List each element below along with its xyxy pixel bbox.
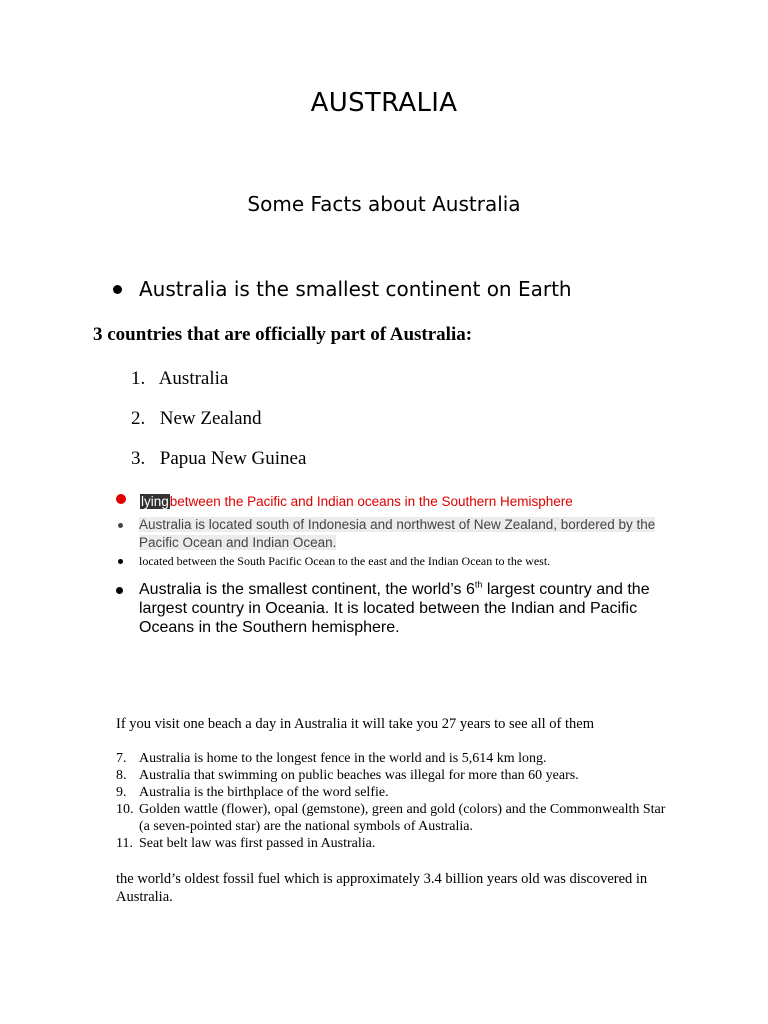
document-title: AUSTRALIA [310,88,458,118]
country-number: 1. [131,368,146,389]
gray-bullet-text [139,516,678,552]
gray-bullet-highlighted-text: Australia is located south of Indonesia and northwest of New Zealand, bordered by the Pacific Ocean and Indian Ocean. [139,517,656,550]
list-item [116,784,676,801]
list-item-text: Australia is home to the longest fence in the world and is 5,614 km long. [139,751,547,766]
country-name: New Zealand [159,408,262,429]
list-item [116,801,676,835]
list-item-number: 11. [116,836,133,851]
numbered-fact-list [116,750,676,852]
small-bullet-text: located between the South Pacific Ocean to the east and the Indian Ocean to the west. [139,554,551,568]
document-subtitle: Some Facts about Australia [247,192,521,216]
large-fact-text [139,580,686,637]
large-bullet-dot-icon [116,587,123,594]
red-bullet-dot-icon [116,494,126,504]
list-item-number: 8. [116,768,127,783]
small-bullet-dot-icon [118,559,123,564]
gray-bullet [118,516,678,552]
country-name: Papua New Guinea [159,448,307,469]
country-item [131,408,262,430]
countries-heading: 3 countries that are officially part of Australia: [93,324,473,345]
country-number: 2. [131,408,146,429]
list-item-text: Australia that swimming on public beaches was illegal for more than 60 years. [139,768,579,783]
red-bullet-text: between the Pacific and Indian oceans in the Southern Hemisphere [169,494,573,509]
list-item [116,835,676,852]
country-name: Australia [158,368,229,389]
ordinal-suffix: th [474,579,483,590]
main-fact-bullet [113,277,572,301]
country-item [131,368,228,390]
list-item-text: Australia is the birthplace of the word selfie. [139,785,389,800]
small-bullet [118,554,550,569]
list-item-number: 9. [116,785,127,800]
main-fact-text: Australia is the smallest continent on Earth [139,277,572,301]
list-item-text: Seat belt law was first passed in Australia. [139,836,376,851]
red-bullet [116,494,573,509]
list-item [116,767,676,784]
list-item-number: 10. [116,802,134,817]
list-item-text: Golden wattle (flower), opal (gemstone), green and gold (colors) and the Commonwealth Star (a seven-pointed star) are the national symbols of Australia. [139,802,666,834]
list-item-number: 7. [116,751,127,766]
bullet-dot-icon [113,285,122,294]
large-fact-part1: Australia is the smallest continent, the world’s 6 [139,581,475,598]
beach-fact: If you visit one beach a day in Australia it will take you 27 years to see all of them [116,716,594,732]
country-item [131,448,306,470]
list-item [116,750,676,767]
fossil-fact: the world’s oldest fossil fuel which is approximately 3.4 billion years old was discovered in Australia. [116,871,648,905]
country-number: 3. [131,448,146,469]
gray-bullet-dot-icon [118,523,123,528]
highlighted-word: lying [141,494,169,509]
large-fact-bullet [116,580,686,637]
large-fact-part2: largest country and the largest country in Oceania. It is located between the Indian and Pacific Oceans in the Southern hemisphere. [139,581,650,636]
